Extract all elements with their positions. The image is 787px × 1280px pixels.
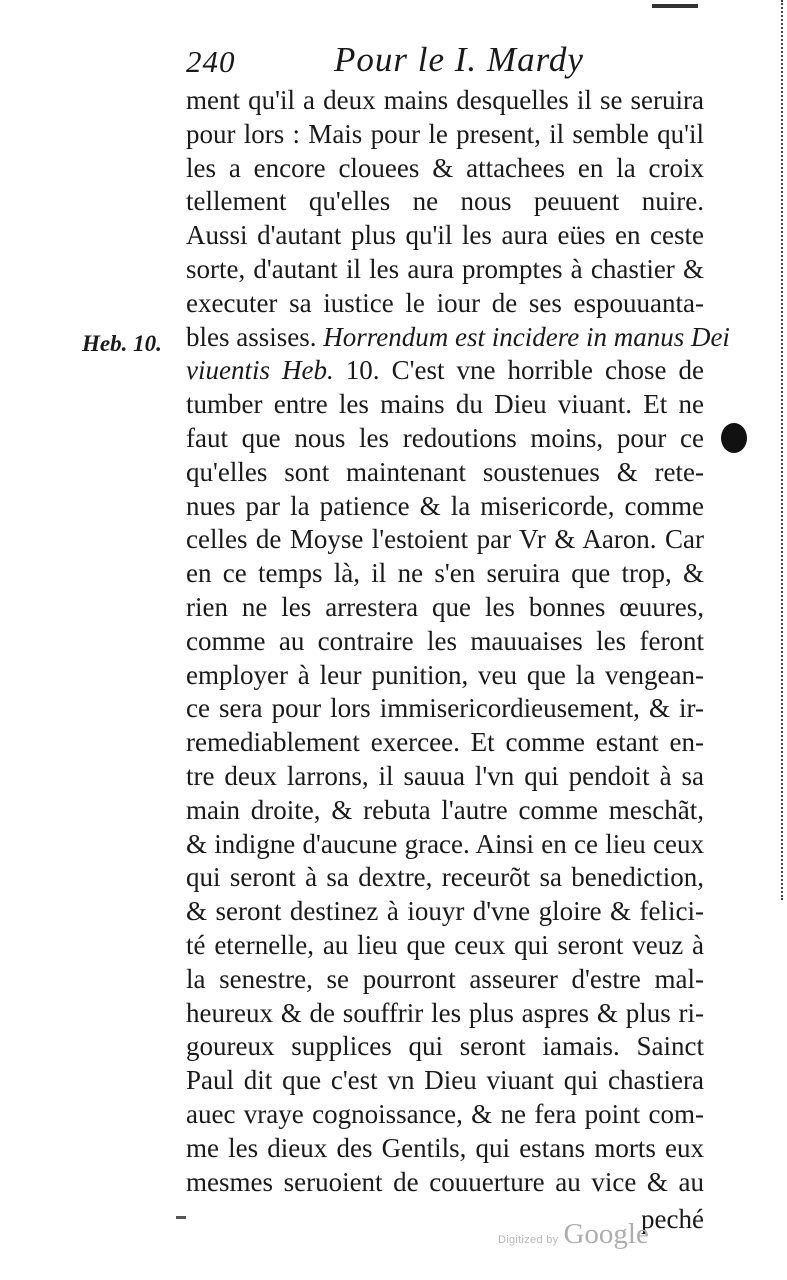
text-line: pour lors : Mais pour le present, il semble qu'il: [186, 118, 704, 149]
latin-quotation: viuentis Heb.: [186, 355, 346, 386]
margin-note-reference: Heb. 10.: [82, 331, 162, 356]
text-line: faut que nous les redoutions moins, pour ce: [186, 422, 704, 453]
text-line: nues par la patience & la misericorde, comme: [186, 490, 704, 521]
catchword: peché: [641, 1204, 704, 1235]
text-line: tre deux larrons, il sauua l'vn qui pendoit à sa: [186, 760, 704, 791]
text-line: goureux supplices qui seront iamais. Sainct: [186, 1031, 704, 1062]
text-line: me les dieux des Gentils, qui estans morts eux: [186, 1132, 704, 1163]
text-line: & indigne d'aucune grace. Ainsi en ce lieu ceux: [186, 828, 704, 859]
text-line: employer à leur punition, veu que la vengean-: [186, 659, 704, 690]
text-line: celles de Moyse l'estoient par Vr & Aaron. Car: [186, 524, 704, 555]
ink-smudge: [652, 4, 698, 8]
ink-speck: [176, 1216, 186, 1219]
text-line: viuentis Heb. 10. C'est vne horrible chose de: [186, 355, 705, 386]
text-line: executer sa iustice le iour de ses espouuanta-: [186, 287, 704, 318]
latin-quotation: Horrendum est incidere in manus Dei: [323, 321, 730, 352]
page-number: 240: [186, 44, 236, 79]
text-line: en ce temps là, il ne s'en seruira que trop, &: [186, 558, 704, 589]
page-header: [186, 40, 706, 84]
body-text: [186, 84, 730, 1237]
text-line: heureux & de souffrir les plus aspres & plus ri-: [186, 997, 704, 1028]
text-line: ment qu'il a deux mains desquelles il se seruira: [186, 85, 704, 115]
text-line: qu'elles sont maintenant soustenues & rete-: [186, 456, 704, 487]
text-line: la senestre, se pourront asseurer d'estre mal-: [186, 963, 704, 994]
text-line: tumber entre les mains du Dieu viuant. Et ne: [186, 389, 704, 420]
text-line: Paul dit que c'est vn Dieu viuant qui chastiera: [186, 1065, 704, 1096]
text-line: té eternelle, au lieu que ceux qui seront veuz à: [186, 929, 704, 960]
text-line: main droite, & rebuta l'autre comme meschãt,: [186, 794, 704, 825]
text-line: les a encore clouees & attachees en la croix: [186, 152, 704, 183]
text-line: Aussi d'autant plus qu'il les aura eües en ceste: [186, 220, 704, 251]
watermark-prefix: Digitized by: [498, 1234, 559, 1246]
page-edge-marks: [767, 0, 783, 900]
text-line: mesmes seruoient de couuerture au vice & au: [186, 1166, 704, 1197]
ink-blot: [721, 423, 747, 453]
text-line: auec vraye cognoissance, & ne fera point com-: [186, 1098, 704, 1129]
text-line: comme au contraire les mauuaises les feront: [186, 625, 704, 656]
text-line: rien ne les arrestera que les bonnes œuures,: [186, 591, 704, 622]
text-line: sorte, d'autant il les aura promptes à chastier &: [186, 253, 704, 284]
running-title: Pour le I. Mardy: [334, 40, 584, 79]
google-logo: Google: [563, 1218, 649, 1250]
text-line: remediablement exercee. Et comme estant en-: [186, 727, 704, 758]
text-line: ce sera pour lors immisericordieusement, & ir-: [186, 693, 704, 724]
text-line: & seront destinez à iouyr d'vne gloire & felici-: [186, 896, 704, 927]
text-line: qui seront à sa dextre, receurõt sa benediction,: [186, 862, 704, 893]
text-line: tellement qu'elles ne nous peuuent nuire.: [186, 186, 704, 217]
digitized-by-google-watermark: [498, 1218, 649, 1258]
text-line: bles assises. Horrendum est incidere in manus Dei: [186, 321, 730, 352]
